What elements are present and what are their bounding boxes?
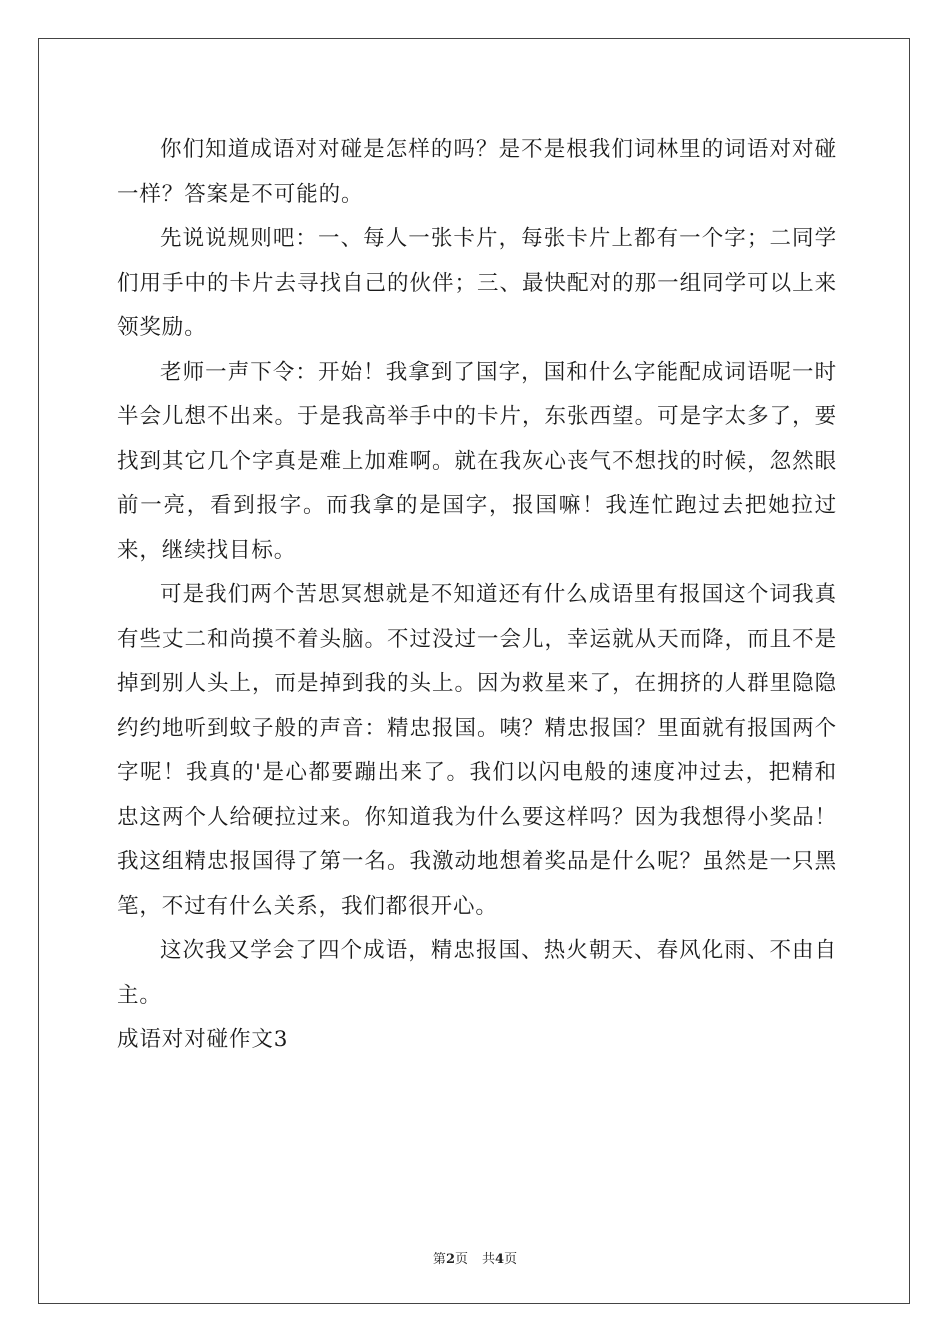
page-prefix: 第 bbox=[432, 1252, 446, 1267]
page-suffix: 页 bbox=[454, 1252, 468, 1267]
total-prefix: 共 bbox=[482, 1252, 496, 1267]
paragraph-1: 你们知道成语对对碰是怎样的吗？是不是根我们词林里的词语对对碰一样？答案是不可能的。 bbox=[117, 137, 837, 207]
paragraph-5: 这次我又学会了四个成语，精忠报国、热火朝天、春风化雨、不由自主。 bbox=[117, 938, 837, 1008]
page-total: 4 bbox=[495, 1252, 505, 1267]
page-current: 2 bbox=[445, 1252, 455, 1267]
paragraph-4: 可是我们两个苦思冥想就是不知道还有什么成语里有报国这个词我真有些丈二和尚摸不着头脑。不过没过一会儿，幸运就从天而降，而且不是掉到别人头上，而是掉到我的头上。因为救星来了，在拥挤的人群里隐隐约约地听到蚊子般的声音：精忠报国。咦？精忠报国？里面就有报国两个字呢！我真的'是心都要蹦出来了。我们以闪电般的速度冲过去，把精和忠这两个人给硬拉过来。你知道我为什么要这样吗？因为我想得小奖品！我这组精忠报国得了第一名。我激动地想着奖品是什么呢？虽然是一只黑笔，不过有什么关系，我们都很开心。 bbox=[117, 582, 837, 919]
page-footer bbox=[0, 1248, 950, 1267]
essay-title-3: 成语对对碰作文3 bbox=[117, 1027, 289, 1052]
total-suffix: 页 bbox=[504, 1252, 518, 1267]
paragraph-3: 老师一声下令：开始！我拿到了国字，国和什么字能配成词语呢一时半会儿想不出来。于是我高举手中的卡片，东张西望。可是字太多了，要找到其它几个字真是难上加难啊。就在我灰心丧气不想找的时候，忽然眼前一亮，看到报字。而我拿的是国字，报国嘛！我连忙跑过去把她拉过来，继续找目标。 bbox=[117, 359, 837, 563]
paragraph-2: 先说说规则吧：一、每人一张卡片，每张卡片上都有一个字；二同学们用手中的卡片去寻找自己的伙伴；三、最快配对的那一组同学可以上来领奖励。 bbox=[117, 226, 837, 340]
document-body bbox=[117, 128, 837, 1063]
